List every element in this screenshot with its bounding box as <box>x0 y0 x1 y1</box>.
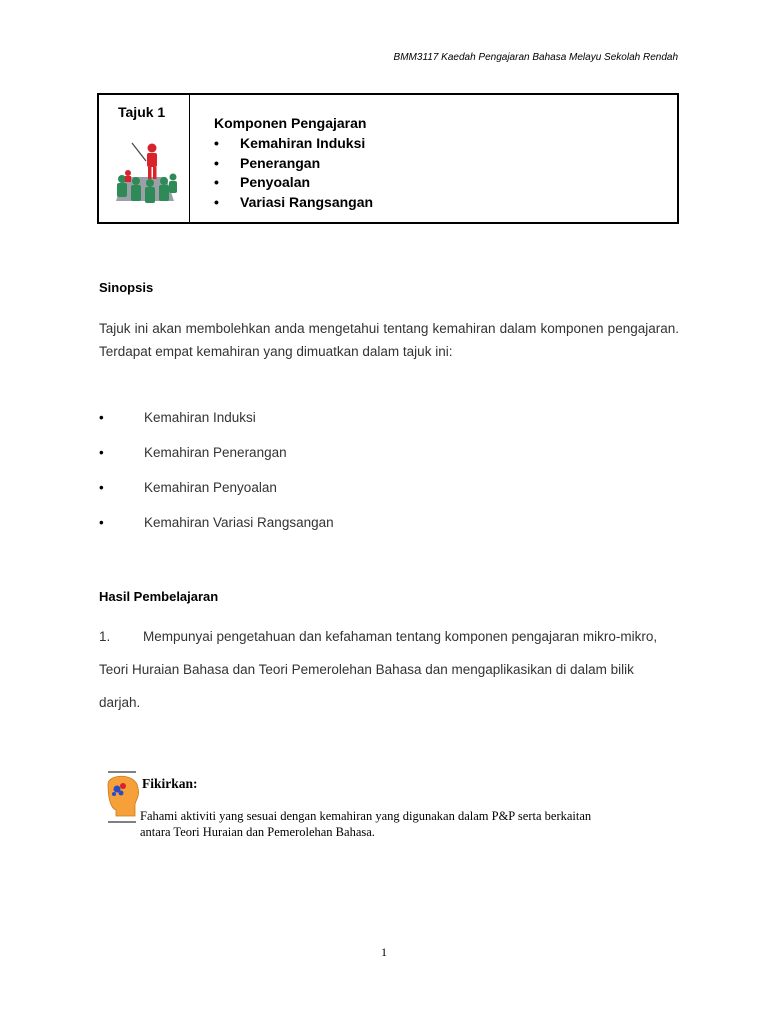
topic-item: • Penyoalan <box>214 173 373 193</box>
classroom-teacher-icon <box>110 137 180 207</box>
fikirkan-line: Fahami aktiviti yang sesuai dengan kemahiran yang digunakan dalam P&P serta berkaitan <box>140 809 592 823</box>
fikirkan-text <box>140 808 660 840</box>
hasil-number: 1. <box>99 629 111 644</box>
fikirkan-line: antara Teori Huraian dan Pemerolehan Bahasa. <box>140 825 375 839</box>
sinopsis-paragraph: Tajuk ini akan membolehkan anda mengetahui tentang kemahiran dalam komponen pengajaran. Terdapat empat kemahiran yang dimuatkan dalam tajuk ini: <box>99 321 679 359</box>
sinopsis-bullet-list <box>99 404 334 544</box>
page-number: 1 <box>381 945 387 959</box>
thinking-head-icon <box>102 770 142 826</box>
sinopsis-heading: Sinopsis <box>99 280 154 295</box>
hasil-line: darjah. <box>99 695 141 710</box>
sinopsis-bullet: • Kemahiran Penyoalan <box>99 474 334 509</box>
tajuk-label: Tajuk 1 <box>118 104 166 120</box>
hasil-line: Mempunyai pengetahuan dan kefahaman tentang komponen pengajaran mikro-mikro, <box>143 629 658 644</box>
hasil-line: Teori Huraian Bahasa dan Teori Pemerolehan Bahasa dan mengaplikasikan di dalam bilik <box>99 662 634 677</box>
topic-box-left-cell <box>99 95 190 222</box>
sinopsis-bullet: • Kemahiran Induksi <box>99 404 334 439</box>
topic-item: • Kemahiran Induksi <box>214 134 373 154</box>
topic-items-list <box>214 134 373 212</box>
topic-item: • Variasi Rangsangan <box>214 193 373 213</box>
hasil-heading: Hasil Pembelajaran <box>99 589 219 604</box>
topic-title: Komponen Pengajaran <box>214 115 367 131</box>
sinopsis-bullet: • Kemahiran Variasi Rangsangan <box>99 509 334 544</box>
running-header: BMM3117 Kaedah Pengajaran Bahasa Melayu Sekolah Rendah <box>393 52 678 63</box>
topic-item: • Penerangan <box>214 154 373 174</box>
sinopsis-bullet: • Kemahiran Penerangan <box>99 439 334 474</box>
topic-box <box>97 93 679 224</box>
fikirkan-title: Fikirkan: <box>142 776 198 791</box>
